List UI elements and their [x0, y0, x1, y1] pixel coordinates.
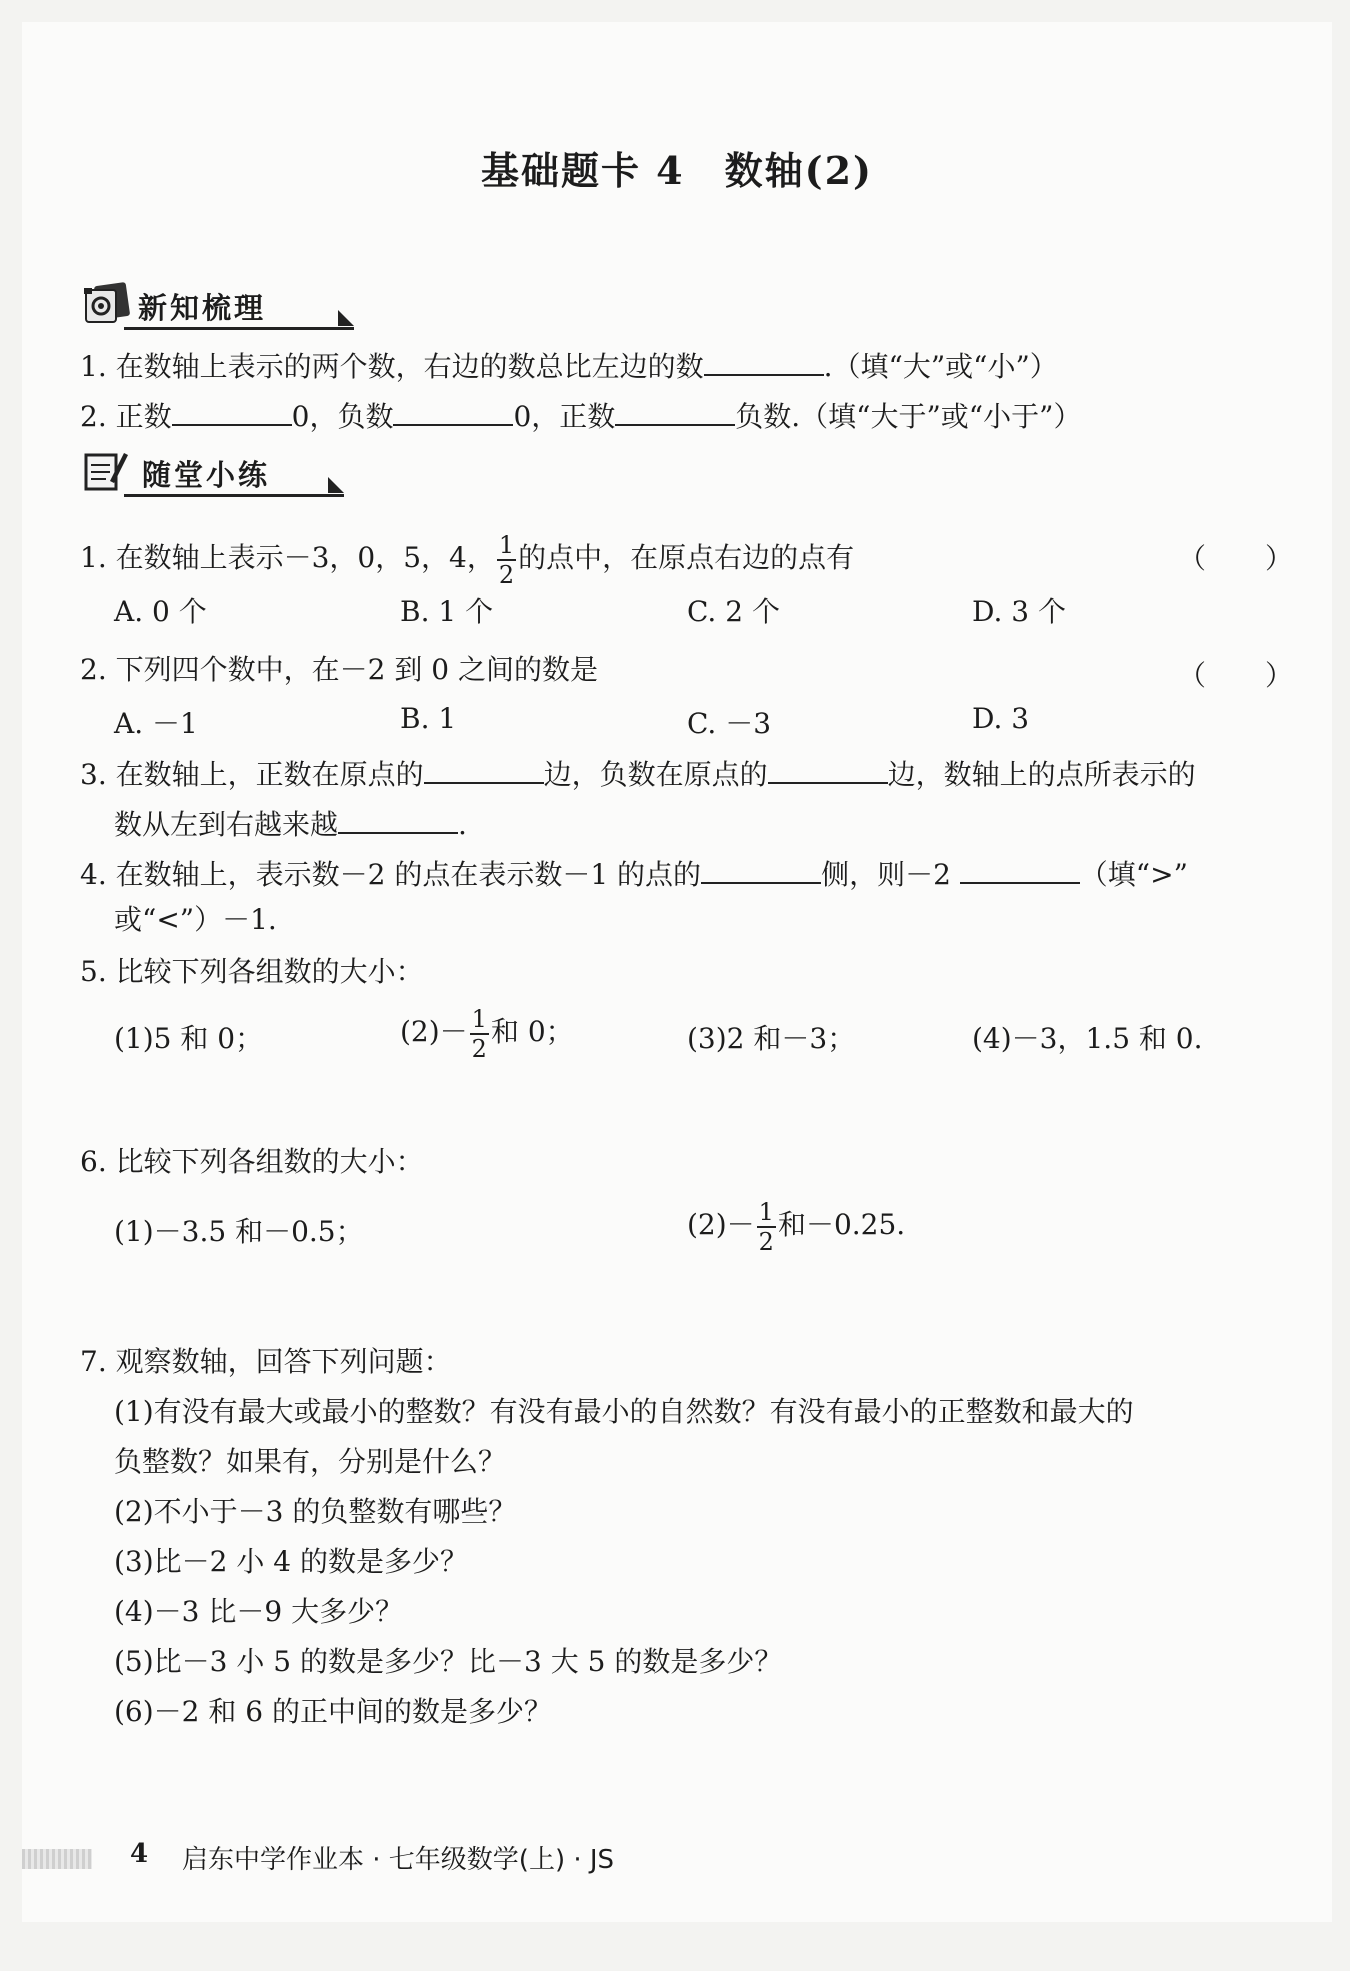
- answer-blank[interactable]: [393, 392, 513, 426]
- knowledge-q1: 1. 在数轴上表示的两个数，右边的数总比左边的数 .（填“大”或“小”）: [80, 342, 1058, 387]
- option-c[interactable]: C. 2 个: [687, 595, 780, 628]
- answer-paren[interactable]: （ ）: [1177, 542, 1294, 575]
- practice-q3-cont: 数从左到右越来越 .: [114, 800, 467, 845]
- answer-paren[interactable]: （ ）: [1177, 659, 1294, 692]
- footer-decoration: [22, 1849, 92, 1869]
- fraction: $\frac{1}{2}$: [498, 530, 515, 589]
- answer-blank[interactable]: [960, 850, 1080, 884]
- q7-sub-6: (6)－2 和 6 的正中间的数是多少？: [114, 1695, 552, 1728]
- q5-part-4: (4)－3，1.5 和 0.: [972, 1022, 1203, 1055]
- fraction: $\frac{1}{2}$: [758, 1197, 774, 1256]
- practice-q1: 1. 在数轴上表示－3，0，5，4， $\frac{1}{2}$ 的点中，在原点右边的点有: [80, 530, 855, 589]
- q6-part-1: (1)－3.5 和－0.5；: [114, 1215, 364, 1248]
- practice-q7: 7. 观察数轴，回答下列问题：: [80, 1345, 452, 1378]
- answer-blank[interactable]: [768, 750, 888, 784]
- section-header-practice: [80, 447, 370, 497]
- section-header-new-knowledge: [80, 280, 370, 330]
- section-arrow: [338, 310, 354, 326]
- option-d[interactable]: D. 3: [972, 702, 1030, 735]
- answer-blank[interactable]: [424, 750, 544, 784]
- answer-blank[interactable]: [338, 800, 458, 834]
- option-d[interactable]: D. 3 个: [972, 595, 1066, 628]
- option-c[interactable]: C. －3: [687, 707, 772, 740]
- practice-q4: 4. 在数轴上，表示数－2 的点在表示数－1 的点的 侧，则－2 （填“>”: [80, 850, 1188, 895]
- practice-q2: 2. 下列四个数中，在－2 到 0 之间的数是: [80, 653, 598, 686]
- section-arrow: [328, 477, 344, 493]
- worksheet-page: [22, 22, 1332, 1922]
- answer-blank[interactable]: [172, 392, 292, 426]
- q5-part-1: (1)5 和 0；: [114, 1022, 264, 1055]
- answer-blank[interactable]: [701, 850, 821, 884]
- practice-q6: 6. 比较下列各组数的大小：: [80, 1145, 424, 1178]
- practice-q4-cont: 或“<”）－1.: [114, 903, 277, 936]
- option-a[interactable]: A. 0 个: [114, 595, 207, 628]
- q6-part-2: (2)－ $\frac{1}{2}$ 和－0.25.: [687, 1197, 906, 1256]
- section-title: 随堂小练: [142, 458, 271, 492]
- q5-part-3: (3)2 和－3；: [687, 1022, 856, 1055]
- practice-q5: 5. 比较下列各组数的大小：: [80, 955, 424, 988]
- answer-blank[interactable]: [704, 342, 824, 376]
- page-footer: [22, 1837, 1332, 1877]
- option-b[interactable]: B. 1 个: [400, 595, 494, 628]
- camera-icon: [80, 280, 130, 326]
- answer-blank[interactable]: [615, 392, 735, 426]
- section-underline: [124, 494, 344, 497]
- option-a[interactable]: A. －1: [114, 707, 198, 740]
- section-underline: [124, 327, 354, 330]
- fraction: $\frac{1}{2}$: [471, 1004, 487, 1063]
- section-title: 新知梳理: [138, 291, 267, 325]
- book-title: 启东中学作业本 · 七年级数学(上) · JS: [182, 1845, 615, 1875]
- title-topic: 数轴(2): [724, 148, 874, 193]
- knowledge-q2: 2. 正数 0，负数 0，正数 负数.（填“大于”或“小于”）: [80, 392, 1081, 437]
- page-number: 4: [130, 1839, 149, 1869]
- title-main: 基础题卡 4: [480, 148, 685, 193]
- q5-part-2: (2)－ $\frac{1}{2}$ 和 0；: [400, 1004, 574, 1063]
- option-b[interactable]: B. 1: [400, 702, 457, 735]
- page-title: [22, 140, 1332, 195]
- q7-sub-1: (1)有没有最大或最小的整数？有没有最小的自然数？有没有最小的正整数和最大的: [114, 1395, 1134, 1428]
- q7-sub-4: (4)－3 比－9 大多少？: [114, 1595, 404, 1628]
- notebook-pencil-icon: [80, 447, 130, 493]
- q7-sub-1-cont: 负整数？如果有，分别是什么？: [114, 1445, 507, 1478]
- q7-sub-3: (3)比－2 小 4 的数是多少？: [114, 1545, 468, 1578]
- practice-q3: 3. 在数轴上，正数在原点的 边，负数在原点的 边，数轴上的点所表示的: [80, 750, 1196, 795]
- q7-sub-2: (2)不小于－3 的负整数有哪些？: [114, 1495, 517, 1528]
- q7-sub-5: (5)比－3 小 5 的数是多少？比－3 大 5 的数是多少？: [114, 1645, 783, 1678]
